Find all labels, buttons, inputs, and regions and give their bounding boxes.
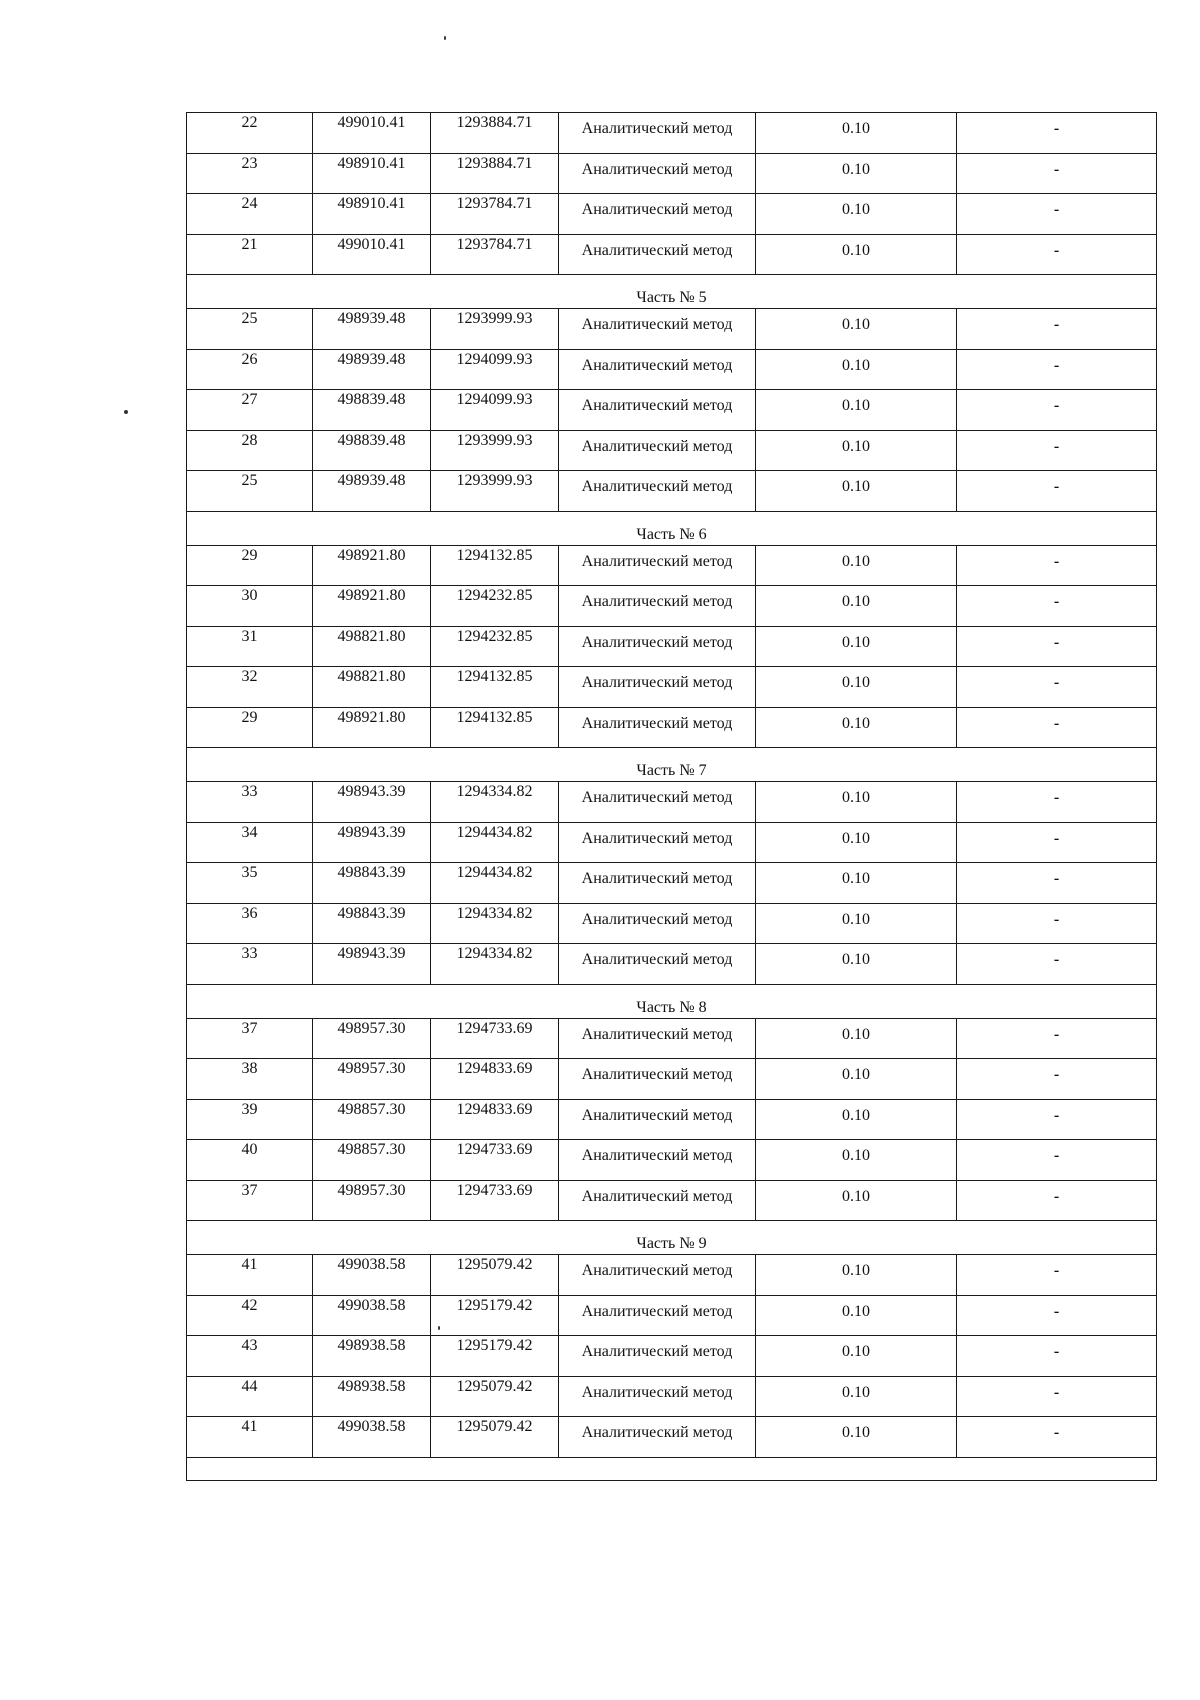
method-cell: Аналитический метод [559,1059,756,1100]
point-number-cell: 33 [187,944,313,985]
x-coordinate-cell: 498910.41 [313,153,431,194]
method-cell: Аналитический метод [559,1018,756,1059]
error-cell: 0.10 [756,1255,957,1296]
error-cell: 0.10 [756,1140,957,1181]
point-number-cell: 40 [187,1140,313,1181]
method-cell: Аналитический метод [559,113,756,154]
y-coordinate-cell: 1294733.69 [431,1018,559,1059]
x-coordinate-cell: 498939.48 [313,471,431,512]
method-cell: Аналитический метод [559,545,756,586]
section-header-row [187,984,1157,1018]
method-cell: Аналитический метод [559,667,756,708]
error-cell: 0.10 [756,234,957,275]
y-coordinate-cell: 1295179.42 [431,1336,559,1377]
table-row [187,309,1157,350]
y-coordinate-cell: 1294334.82 [431,944,559,985]
point-number-cell: 24 [187,194,313,235]
y-coordinate-cell: 1294232.85 [431,586,559,627]
method-cell: Аналитический метод [559,944,756,985]
y-coordinate-cell: 1295179.42 [431,1295,559,1336]
error-cell: 0.10 [756,390,957,431]
y-coordinate-cell: 1293999.93 [431,309,559,350]
y-coordinate-cell: 1294334.82 [431,903,559,944]
method-cell: Аналитический метод [559,309,756,350]
point-number-cell: 35 [187,863,313,904]
y-coordinate-cell: 1295079.42 [431,1255,559,1296]
point-number-cell: 38 [187,1059,313,1100]
description-cell: - [957,707,1157,748]
section-title: Часть № 8 [187,984,1157,1018]
scan-speck [444,36,446,40]
point-number-cell: 37 [187,1180,313,1221]
table-row [187,903,1157,944]
y-coordinate-cell: 1293784.71 [431,234,559,275]
description-cell: - [957,234,1157,275]
table-row [187,1295,1157,1336]
description-cell: - [957,113,1157,154]
description-cell: - [957,782,1157,823]
description-cell: - [957,545,1157,586]
table-row [187,1417,1157,1458]
y-coordinate-cell: 1294833.69 [431,1059,559,1100]
error-cell: 0.10 [756,782,957,823]
section-header-row [187,748,1157,782]
y-coordinate-cell: 1293884.71 [431,113,559,154]
method-cell: Аналитический метод [559,234,756,275]
x-coordinate-cell: 499038.58 [313,1417,431,1458]
method-cell: Аналитический метод [559,707,756,748]
description-cell: - [957,1018,1157,1059]
y-coordinate-cell: 1294099.93 [431,349,559,390]
point-number-cell: 29 [187,707,313,748]
point-number-cell: 36 [187,903,313,944]
description-cell: - [957,903,1157,944]
table-row [187,863,1157,904]
point-number-cell: 42 [187,1295,313,1336]
x-coordinate-cell: 498843.39 [313,863,431,904]
point-number-cell: 26 [187,349,313,390]
error-cell: 0.10 [756,667,957,708]
point-number-cell: 30 [187,586,313,627]
description-cell: - [957,349,1157,390]
table-row [187,822,1157,863]
description-cell: - [957,944,1157,985]
y-coordinate-cell: 1294434.82 [431,822,559,863]
error-cell: 0.10 [756,863,957,904]
method-cell: Аналитический метод [559,903,756,944]
error-cell: 0.10 [756,1417,957,1458]
error-cell: 0.10 [756,1295,957,1336]
section-title: Часть № 6 [187,511,1157,545]
x-coordinate-cell: 498839.48 [313,390,431,431]
x-coordinate-cell: 498939.48 [313,349,431,390]
table-row [187,234,1157,275]
error-cell: 0.10 [756,1059,957,1100]
y-coordinate-cell: 1293999.93 [431,471,559,512]
description-cell: - [957,471,1157,512]
method-cell: Аналитический метод [559,586,756,627]
error-cell: 0.10 [756,707,957,748]
point-number-cell: 41 [187,1255,313,1296]
method-cell: Аналитический метод [559,471,756,512]
description-cell: - [957,1376,1157,1417]
method-cell: Аналитический метод [559,349,756,390]
y-coordinate-cell: 1294833.69 [431,1099,559,1140]
error-cell: 0.10 [756,471,957,512]
table-row [187,1018,1157,1059]
method-cell: Аналитический метод [559,1140,756,1181]
x-coordinate-cell: 499038.58 [313,1255,431,1296]
method-cell: Аналитический метод [559,863,756,904]
description-cell: - [957,309,1157,350]
point-number-cell: 43 [187,1336,313,1377]
x-coordinate-cell: 498938.58 [313,1376,431,1417]
error-cell: 0.10 [756,822,957,863]
point-number-cell: 44 [187,1376,313,1417]
table-row [187,1376,1157,1417]
point-number-cell: 25 [187,471,313,512]
error-cell: 0.10 [756,1099,957,1140]
scan-speck [124,410,128,414]
method-cell: Аналитический метод [559,782,756,823]
y-coordinate-cell: 1294132.85 [431,667,559,708]
method-cell: Аналитический метод [559,153,756,194]
method-cell: Аналитический метод [559,1295,756,1336]
error-cell: 0.10 [756,1018,957,1059]
section-header-row [187,275,1157,309]
table-row [187,707,1157,748]
table-row [187,113,1157,154]
error-cell: 0.10 [756,430,957,471]
x-coordinate-cell: 498943.39 [313,782,431,823]
error-cell: 0.10 [756,626,957,667]
description-cell: - [957,1140,1157,1181]
point-number-cell: 33 [187,782,313,823]
table-row [187,667,1157,708]
error-cell: 0.10 [756,194,957,235]
description-cell: - [957,430,1157,471]
empty-footer-row [187,1457,1157,1480]
description-cell: - [957,194,1157,235]
table-row [187,153,1157,194]
description-cell: - [957,626,1157,667]
x-coordinate-cell: 499038.58 [313,1295,431,1336]
description-cell: - [957,153,1157,194]
description-cell: - [957,1099,1157,1140]
point-number-cell: 31 [187,626,313,667]
table-row [187,1140,1157,1181]
description-cell: - [957,822,1157,863]
method-cell: Аналитический метод [559,1417,756,1458]
error-cell: 0.10 [756,903,957,944]
method-cell: Аналитический метод [559,194,756,235]
x-coordinate-cell: 498821.80 [313,626,431,667]
y-coordinate-cell: 1294334.82 [431,782,559,823]
table-row [187,194,1157,235]
method-cell: Аналитический метод [559,1099,756,1140]
x-coordinate-cell: 498821.80 [313,667,431,708]
table-row [187,349,1157,390]
error-cell: 0.10 [756,113,957,154]
y-coordinate-cell: 1293999.93 [431,430,559,471]
error-cell: 0.10 [756,309,957,350]
y-coordinate-cell: 1294132.85 [431,707,559,748]
description-cell: - [957,1417,1157,1458]
table-row [187,1180,1157,1221]
coordinates-table-body [187,113,1157,1481]
method-cell: Аналитический метод [559,1180,756,1221]
y-coordinate-cell: 1294132.85 [431,545,559,586]
method-cell: Аналитический метод [559,430,756,471]
y-coordinate-cell: 1295079.42 [431,1376,559,1417]
x-coordinate-cell: 498910.41 [313,194,431,235]
point-number-cell: 21 [187,234,313,275]
y-coordinate-cell: 1293784.71 [431,194,559,235]
x-coordinate-cell: 498943.39 [313,944,431,985]
method-cell: Аналитический метод [559,1376,756,1417]
point-number-cell: 39 [187,1099,313,1140]
error-cell: 0.10 [756,586,957,627]
error-cell: 0.10 [756,545,957,586]
point-number-cell: 41 [187,1417,313,1458]
table-row [187,1099,1157,1140]
x-coordinate-cell: 498957.30 [313,1018,431,1059]
table-row [187,782,1157,823]
y-coordinate-cell: 1294434.82 [431,863,559,904]
description-cell: - [957,1336,1157,1377]
method-cell: Аналитический метод [559,822,756,863]
method-cell: Аналитический метод [559,1336,756,1377]
section-title: Часть № 9 [187,1221,1157,1255]
x-coordinate-cell: 498921.80 [313,586,431,627]
point-number-cell: 29 [187,545,313,586]
table-row [187,1255,1157,1296]
point-number-cell: 28 [187,430,313,471]
y-coordinate-cell: 1294733.69 [431,1180,559,1221]
x-coordinate-cell: 499010.41 [313,113,431,154]
table-row [187,626,1157,667]
table-row [187,1059,1157,1100]
description-cell: - [957,863,1157,904]
table-row [187,430,1157,471]
y-coordinate-cell: 1294232.85 [431,626,559,667]
point-number-cell: 25 [187,309,313,350]
point-number-cell: 22 [187,113,313,154]
error-cell: 0.10 [756,1376,957,1417]
description-cell: - [957,667,1157,708]
x-coordinate-cell: 498921.80 [313,545,431,586]
error-cell: 0.10 [756,153,957,194]
method-cell: Аналитический метод [559,390,756,431]
method-cell: Аналитический метод [559,626,756,667]
error-cell: 0.10 [756,1180,957,1221]
y-coordinate-cell: 1295079.42 [431,1417,559,1458]
coordinates-table [186,112,1157,1481]
point-number-cell: 37 [187,1018,313,1059]
x-coordinate-cell: 499010.41 [313,234,431,275]
description-cell: - [957,1255,1157,1296]
table-row [187,545,1157,586]
table-row [187,471,1157,512]
section-header-row [187,1221,1157,1255]
description-cell: - [957,1059,1157,1100]
section-title: Часть № 7 [187,748,1157,782]
error-cell: 0.10 [756,349,957,390]
description-cell: - [957,1180,1157,1221]
table-row [187,390,1157,431]
x-coordinate-cell: 498921.80 [313,707,431,748]
y-coordinate-cell: 1294099.93 [431,390,559,431]
x-coordinate-cell: 498957.30 [313,1059,431,1100]
method-cell: Аналитический метод [559,1255,756,1296]
table-row [187,944,1157,985]
table-row [187,586,1157,627]
x-coordinate-cell: 498857.30 [313,1140,431,1181]
section-header-row [187,511,1157,545]
description-cell: - [957,1295,1157,1336]
y-coordinate-cell: 1294733.69 [431,1140,559,1181]
x-coordinate-cell: 498938.58 [313,1336,431,1377]
description-cell: - [957,390,1157,431]
error-cell: 0.10 [756,944,957,985]
x-coordinate-cell: 498857.30 [313,1099,431,1140]
table-row [187,1336,1157,1377]
x-coordinate-cell: 498957.30 [313,1180,431,1221]
description-cell: - [957,586,1157,627]
y-coordinate-cell: 1293884.71 [431,153,559,194]
x-coordinate-cell: 498843.39 [313,903,431,944]
x-coordinate-cell: 498943.39 [313,822,431,863]
point-number-cell: 23 [187,153,313,194]
point-number-cell: 32 [187,667,313,708]
x-coordinate-cell: 498839.48 [313,430,431,471]
point-number-cell: 34 [187,822,313,863]
x-coordinate-cell: 498939.48 [313,309,431,350]
error-cell: 0.10 [756,1336,957,1377]
point-number-cell: 27 [187,390,313,431]
section-title: Часть № 5 [187,275,1157,309]
empty-footer-cell [187,1457,1157,1480]
